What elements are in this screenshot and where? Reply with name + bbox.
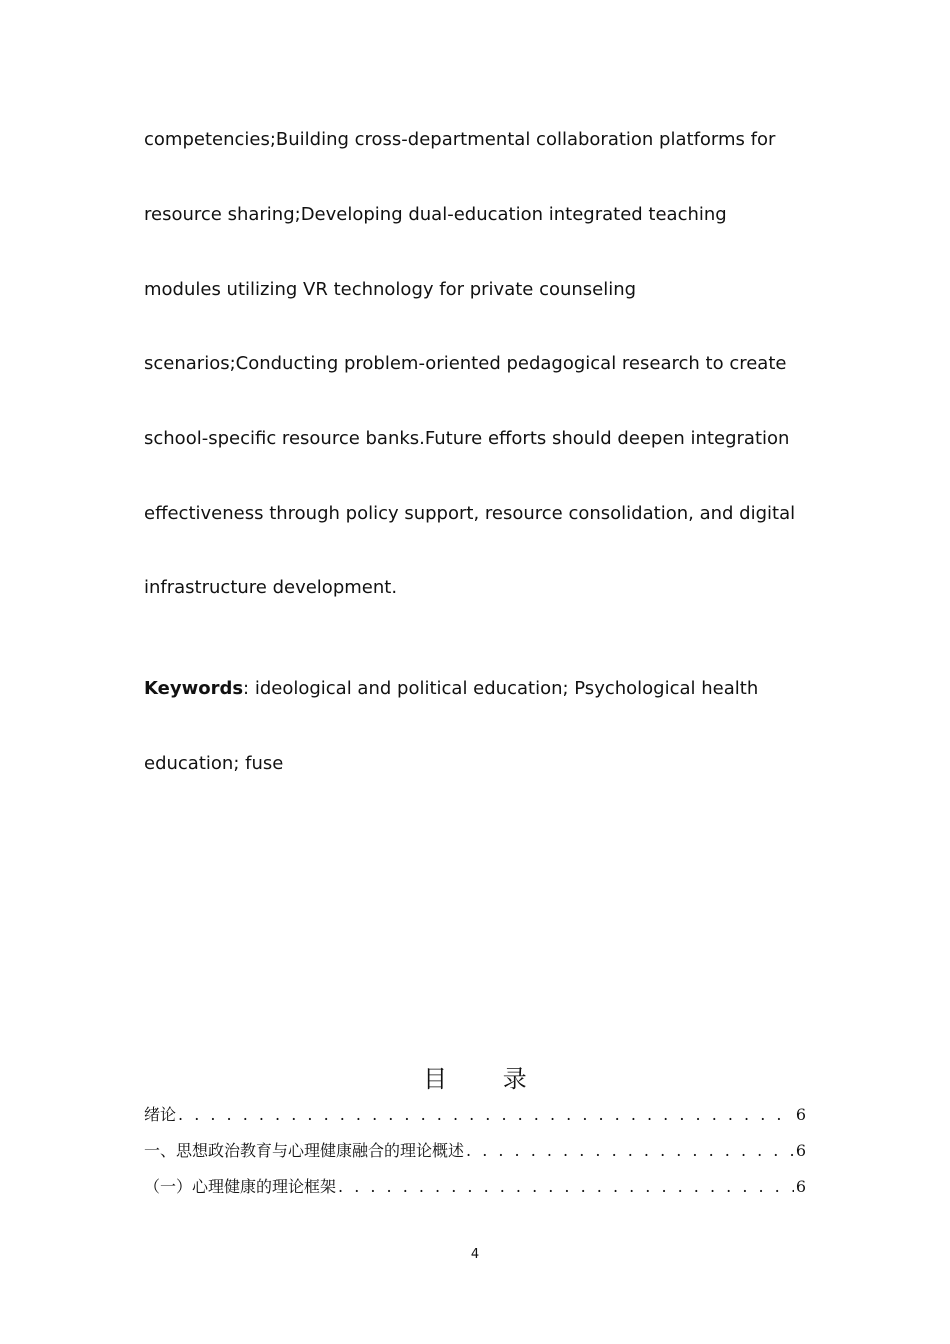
abstract-line-3: modules utilizing VR technology for private counseling <box>144 279 637 300</box>
toc-dot-leader <box>338 1175 794 1199</box>
toc-entry[interactable] <box>144 1103 806 1127</box>
toc-entry-page: 6 <box>795 1141 806 1160</box>
abstract-line-1: competencies;Building cross-departmental collaboration platforms for <box>144 129 776 150</box>
toc-entry-text: 一、思想政治教育与心理健康融合的理论概述 <box>144 1141 465 1160</box>
toc-entry-page: 6 <box>795 1177 806 1196</box>
toc-entry-text: （一）心理健康的理论框架 <box>144 1177 337 1196</box>
keywords-text: : ideological and political education; Psychological health <box>243 678 759 699</box>
keywords-line-2: education; fuse <box>144 753 284 774</box>
toc-entry[interactable] <box>144 1139 806 1163</box>
abstract-line-6: effectiveness through policy support, resource consolidation, and digital <box>144 503 796 524</box>
toc-entry[interactable] <box>144 1175 806 1199</box>
abstract-line-4: scenarios;Conducting problem-oriented pedagogical research to create <box>144 353 787 374</box>
page-number: 4 <box>470 1247 480 1262</box>
toc-dot-leader <box>466 1139 794 1163</box>
abstract-line-5: school-specific resource banks.Future efforts should deepen integration <box>144 428 790 449</box>
abstract-line-7: infrastructure development. <box>144 577 398 598</box>
toc-entry-page: 6 <box>795 1105 806 1124</box>
toc-entry-text: 绪论 <box>144 1105 177 1124</box>
toc-dot-leader <box>178 1103 794 1127</box>
toc-title: 目 录 <box>423 1065 551 1093</box>
keywords-line-1 <box>144 677 824 701</box>
keywords-label: Keywords <box>144 678 244 699</box>
abstract-line-2: resource sharing;Developing dual-education integrated teaching <box>144 204 727 225</box>
